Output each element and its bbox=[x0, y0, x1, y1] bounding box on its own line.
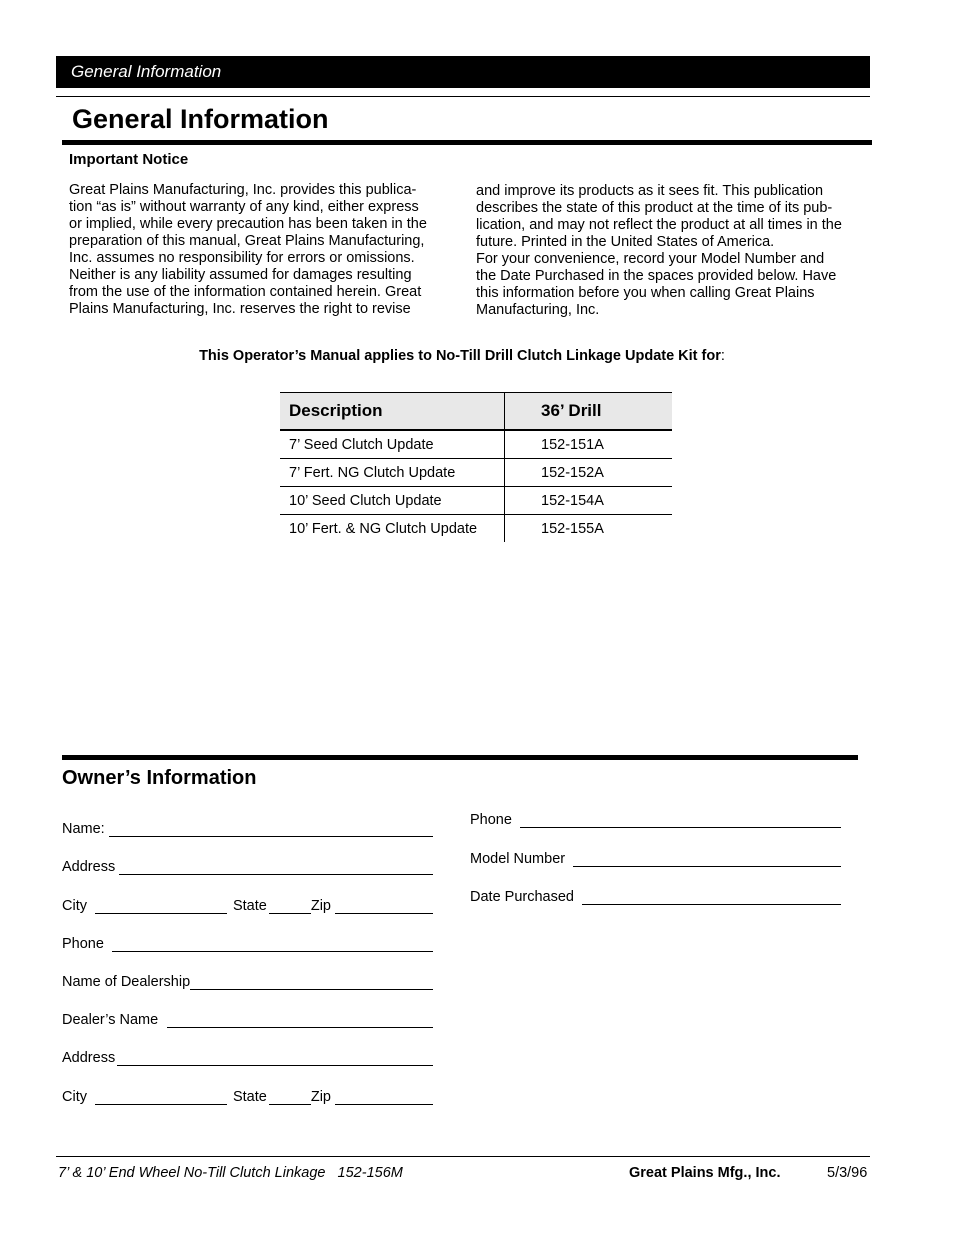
notice-line: the Date Purchased in the spaces provided below. Have bbox=[476, 268, 837, 284]
table-cell-description: 10’ Fert. & NG Clutch Update bbox=[280, 515, 505, 543]
notice-line: Manufacturing, Inc. bbox=[476, 302, 600, 318]
applies-colon: : bbox=[720, 348, 725, 364]
field-label: Zip bbox=[310, 898, 331, 914]
applies-to-statement bbox=[0, 348, 924, 364]
owner-address-field[interactable] bbox=[62, 859, 433, 875]
owner-phone-field[interactable] bbox=[62, 936, 433, 952]
table-cell-description: 7’ Seed Clutch Update bbox=[280, 430, 505, 459]
notice-line: from the use of the information contained herein. Great bbox=[69, 284, 422, 300]
notice-heading: Important Notice bbox=[69, 151, 189, 168]
owner-section-rule bbox=[62, 755, 858, 760]
table-row bbox=[280, 487, 672, 515]
notice-line: Plains Manufacturing, Inc. reserves the right to revise bbox=[69, 301, 411, 317]
notice-left-column bbox=[69, 182, 449, 318]
fill-line[interactable] bbox=[190, 975, 433, 990]
right-phone-field[interactable] bbox=[470, 812, 841, 828]
notice-line: Great Plains Manufacturing, Inc. provides this publica- bbox=[69, 182, 417, 198]
dealership-name-field[interactable] bbox=[62, 974, 433, 990]
table-header-row bbox=[280, 393, 672, 431]
table-row bbox=[280, 515, 672, 543]
table-row bbox=[280, 459, 672, 487]
header-rule bbox=[56, 96, 870, 97]
field-label: Model Number bbox=[470, 851, 566, 867]
notice-line: For your convenience, record your Model Number and bbox=[476, 251, 825, 267]
applies-text: This Operator’s Manual applies to No-Till Drill Clutch Linkage Update Kit for bbox=[199, 348, 721, 364]
footer-company: Great Plains Mfg., Inc. bbox=[629, 1165, 781, 1181]
field-label: Dealer’s Name bbox=[62, 1012, 159, 1028]
fill-line[interactable] bbox=[573, 852, 841, 867]
notice-line: preparation of this manual, Great Plains Manufacturing, bbox=[69, 233, 425, 249]
owner-section-title: Owner’s Information bbox=[62, 767, 257, 789]
fill-line[interactable] bbox=[582, 890, 841, 905]
field-label: Phone bbox=[62, 936, 104, 952]
notice-line: or implied, while every precaution has been taken in the bbox=[69, 216, 427, 232]
state-fill-line[interactable] bbox=[269, 1090, 311, 1105]
column-header-description: Description bbox=[280, 393, 505, 431]
notice-line: Neither is any liability assumed for damages resulting bbox=[69, 267, 412, 283]
notice-line: describes the state of this product at the time of its pub- bbox=[476, 200, 833, 216]
date-purchased-field[interactable] bbox=[470, 889, 841, 905]
field-label: Address bbox=[62, 859, 116, 875]
field-label: City bbox=[62, 1089, 87, 1105]
model-number-field[interactable] bbox=[470, 851, 841, 867]
field-label: Zip bbox=[310, 1089, 331, 1105]
notice-line: tion “as is” without warranty of any kind, either express bbox=[69, 199, 419, 215]
footer-manual-title: 7’ & 10’ End Wheel No-Till Clutch Linkage 152-156M bbox=[58, 1165, 403, 1181]
section-header-bar bbox=[56, 56, 870, 88]
notice-line: lication, and may not reflect the product at all times in the bbox=[476, 217, 842, 233]
footer-date: 5/3/96 bbox=[827, 1165, 868, 1181]
dealer-address-field[interactable] bbox=[62, 1050, 433, 1066]
table-cell-part-number: 152-155A bbox=[541, 520, 604, 537]
page-title: General Information bbox=[72, 104, 329, 134]
field-label: State bbox=[232, 898, 267, 914]
owner-name-field[interactable] bbox=[62, 821, 433, 837]
field-label: Address bbox=[62, 1050, 116, 1066]
zip-fill-line[interactable] bbox=[335, 899, 433, 914]
notice-line: Inc. assumes no responsibility for errors or omissions. bbox=[69, 250, 415, 266]
fill-line[interactable] bbox=[520, 813, 841, 828]
fill-line[interactable] bbox=[109, 822, 433, 837]
city-fill-line[interactable] bbox=[95, 899, 227, 914]
table-cell-description: 10’ Seed Clutch Update bbox=[280, 487, 505, 515]
dealer-name-field[interactable] bbox=[62, 1012, 433, 1028]
notice-right-column bbox=[476, 183, 860, 319]
zip-fill-line[interactable] bbox=[335, 1090, 433, 1105]
table-cell-part-number: 152-154A bbox=[505, 487, 673, 515]
field-label: City bbox=[62, 898, 87, 914]
footer-rule bbox=[56, 1156, 870, 1157]
field-label: Name: bbox=[62, 821, 105, 837]
fill-line[interactable] bbox=[117, 1051, 433, 1066]
table-row bbox=[280, 430, 672, 459]
kit-table bbox=[280, 392, 672, 542]
fill-line[interactable] bbox=[167, 1013, 433, 1028]
table-cell-part-number: 152-151A bbox=[505, 430, 673, 459]
table-cell-description: 7’ Fert. NG Clutch Update bbox=[280, 459, 505, 487]
field-label: State bbox=[232, 1089, 267, 1105]
fill-line[interactable] bbox=[112, 937, 433, 952]
title-rule bbox=[62, 140, 872, 145]
notice-line: this information before you when calling Great Plains bbox=[476, 285, 815, 301]
field-label: Phone bbox=[470, 812, 512, 828]
city-fill-line[interactable] bbox=[95, 1090, 227, 1105]
field-label: Name of Dealership bbox=[62, 974, 191, 990]
field-label: Date Purchased bbox=[470, 889, 574, 905]
table-cell-part-number: 152-152A bbox=[505, 459, 673, 487]
column-header-drill: 36’ Drill bbox=[505, 393, 673, 431]
section-header-label: General Information bbox=[71, 62, 222, 81]
state-fill-line[interactable] bbox=[269, 899, 311, 914]
dealer-city-state-zip-field[interactable] bbox=[62, 1089, 433, 1105]
fill-line[interactable] bbox=[119, 860, 433, 875]
notice-line: future. Printed in the United States of America. bbox=[476, 234, 775, 250]
owner-city-state-zip-field[interactable] bbox=[62, 898, 433, 914]
notice-line: and improve its products as it sees fit. This publication bbox=[476, 183, 824, 199]
